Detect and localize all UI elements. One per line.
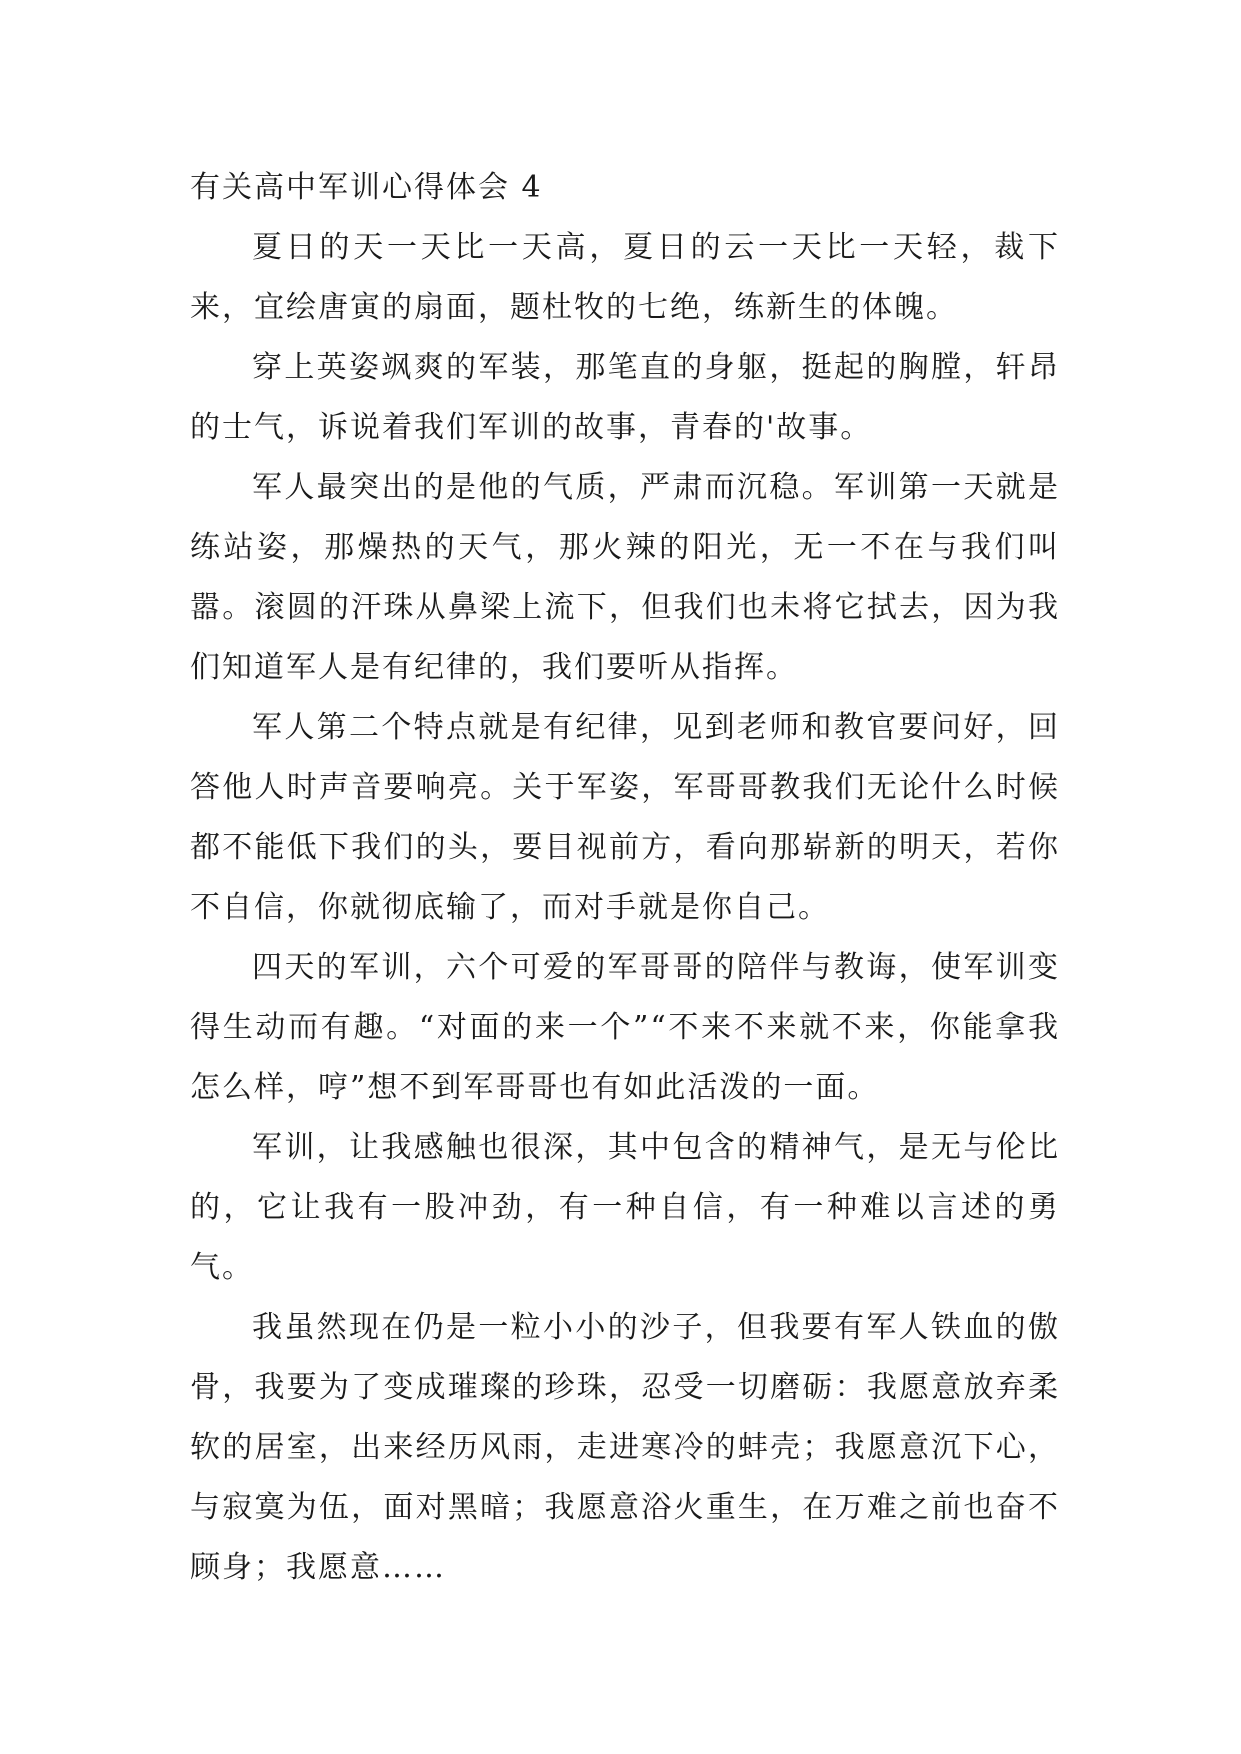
document-title: 有关高中军训心得体会 4 (190, 170, 543, 205)
paragraph: 四天的军训，六个可爱的军哥哥的陪伴与教诲，使军训变得生动而有趣。“对面的来一个”“不来不来就不来，你能拿我怎么样，哼”想不到军哥哥也有如此活泼的一面。 (190, 950, 1060, 1105)
paragraph: 军训，让我感触也很深，其中包含的精神气，是无与伦比的，它让我有一股冲劲，有一种自信，有一种难以言述的勇气。 (190, 1130, 1060, 1285)
document-body (190, 158, 1060, 1598)
paragraph: 穿上英姿飒爽的军装，那笔直的身躯，挺起的胸膛，轩昂的士气，诉说着我们军训的故事，青春的'故事。 (190, 350, 1060, 445)
paragraph: 我虽然现在仍是一粒小小的沙子，但我要有军人铁血的傲骨，我要为了变成璀璨的珍珠，忍受一切磨砺：我愿意放弃柔软的居室，出来经历风雨，走进寒冷的蚌壳；我愿意沉下心，与寂寞为伍，面对黑暗；我愿意浴火重生，在万难之前也奋不顾身；我愿意…… (190, 1310, 1060, 1585)
paragraph: 军人第二个特点就是有纪律，见到老师和教官要问好，回答他人时声音要响亮。关于军姿，军哥哥教我们无论什么时候都不能低下我们的头，要目视前方，看向那崭新的明天，若你不自信，你就彻底输了，而对手就是你自己。 (190, 710, 1060, 925)
paragraph: 军人最突出的是他的气质，严肃而沉稳。军训第一天就是练站姿，那燥热的天气，那火辣的阳光，无一不在与我们叫嚣。滚圆的汗珠从鼻梁上流下，但我们也未将它拭去，因为我们知道军人是有纪律的，我们要听从指挥。 (190, 470, 1060, 685)
paragraph: 夏日的天一天比一天高，夏日的云一天比一天轻，裁下来，宜绘唐寅的扇面，题杜牧的七绝，练新生的体魄。 (190, 230, 1060, 325)
